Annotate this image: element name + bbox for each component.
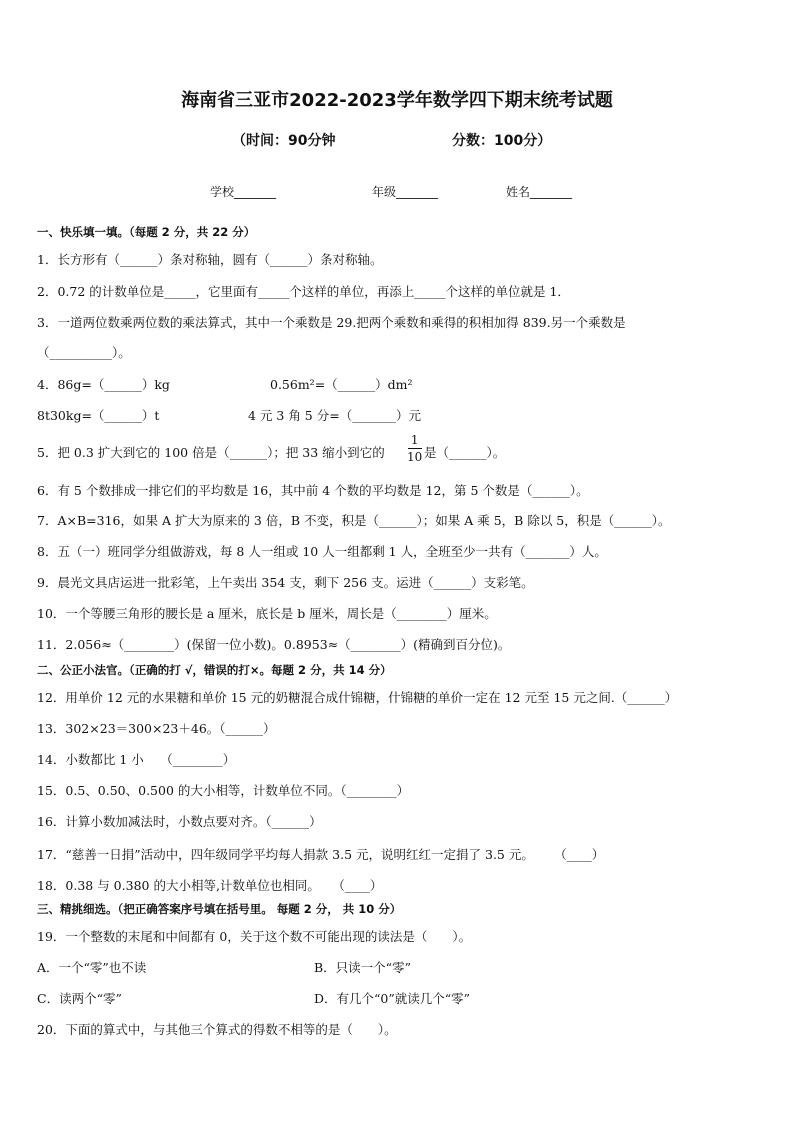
fraction-numerator: 1 [410,433,419,447]
question-13: 13．302×23＝300×23＋46。（______） [37,721,276,736]
section-1-heading: 一、快乐填一填。（每题 2 分，共 22 分） [37,225,256,239]
exam-score: 分数：100分） [452,133,552,149]
question-18: 18．0.38 与 0.380 的大小相等,计数单位也相同。 （____） [37,878,383,893]
question-16: 16．计算小数加减法时，小数点要对齐。（______） [37,814,322,829]
question-14: 14．小数都比 1 小 （________） [37,752,236,767]
school-field: 学校_______ [210,185,277,199]
question-4d: 4 元 3 角 5 分=（_______）元 [248,408,421,423]
question-5-part1: 5．把 0.3 扩大到它的 100 倍是（______）；把 33 缩小到它的 [37,445,385,460]
exam-time: （时间：90分钟 [232,133,336,149]
question-19-option-b: B．只读一个“零” [314,960,411,975]
page-title: 海南省三亚市2022-2023学年数学四下期末统考试题 [181,90,613,111]
question-10: 10．一个等腰三角形的腰长是 a 厘米，底长是 b 厘米，周长是（________）厘米。 [37,606,497,621]
question-20: 20．下面的算式中，与其他三个算式的得数不相等的是（ ）。 [37,1022,397,1037]
question-3-blank: （__________）。 [37,345,131,360]
section-2-heading: 二、公正小法官。（正确的打 √，错误的打×。每题 2 分，共 14 分） [37,663,392,677]
fraction-denominator: 10 [407,450,423,464]
question-4c: 8t30kg=（______）t [37,408,160,423]
grade-field: 年级_______ [372,185,439,199]
section-3-heading: 三、精挑细选。（把正确答案序号填在括号里。 每题 2 分， 共 10 分） [37,902,402,916]
question-4a: 4．86g=（______）kg [37,377,170,392]
name-field: 姓名_______ [506,185,573,199]
question-6: 6．有 5 个数排成一排它们的平均数是 16，其中前 4 个数的平均数是 12，第 5 个数是（______）。 [37,483,589,498]
question-9: 9．晨光文具店运进一批彩笔，上午卖出 354 支，剩下 256 支。运进（______）支彩笔。 [37,575,534,590]
question-19-option-a: A．一个“零”也不读 [37,960,147,975]
question-2: 2．0.72 的计数单位是_____，它里面有_____个这样的单位，再添上_____个这样的单位就是 1． [37,284,570,299]
question-5-part2: 是（______）。 [424,445,506,460]
question-7: 7．A×B=316，如果 A 扩大为原来的 3 倍，B 不变，积是（______）；如果 A 乘 5，B 除以 5，积是（______）。 [37,513,671,528]
question-4b: 0.56m²=（______）dm² [270,377,413,392]
question-19: 19．一个整数的末尾和中间都有 0，关于这个数不可能出现的读法是（ ）。 [37,929,472,944]
question-17: 17．“慈善一日捐”活动中，四年级同学平均每人捐款 3.5 元，说明红红一定捐了 3.5 元。 （____） [37,847,605,862]
question-19-option-c: C．读两个“零” [37,991,122,1006]
question-8: 8．五（一）班同学分组做游戏，每 8 人一组或 10 人一组都剩 1 人，全班至少一共有（_______）人。 [37,544,607,559]
question-11: 11．2.056≈（________）(保留一位小数)。0.8953≈（________）(精确到百分位)。 [37,637,511,652]
question-19-option-d: D．有几个“0”就读几个“零” [314,991,471,1006]
question-3: 3．一道两位数乘两位数的乘法算式，其中一个乘数是 29.把两个乘数和乘得的积相加得 839.另一个乘数是 [37,315,626,330]
fraction-bar [408,448,422,449]
fraction-one-tenth [407,433,422,464]
question-1: 1．长方形有（______）条对称轴，圆有（______）条对称轴。 [37,252,383,267]
question-15: 15．0.5、0.50、0.500 的大小相等，计数单位不同。（________） [37,783,410,798]
question-12: 12．用单价 12 元的水果糖和单价 15 元的奶糖混合成什锦糖，什锦糖的单价一定在 12 元至 15 元之间.（______） [37,690,678,705]
